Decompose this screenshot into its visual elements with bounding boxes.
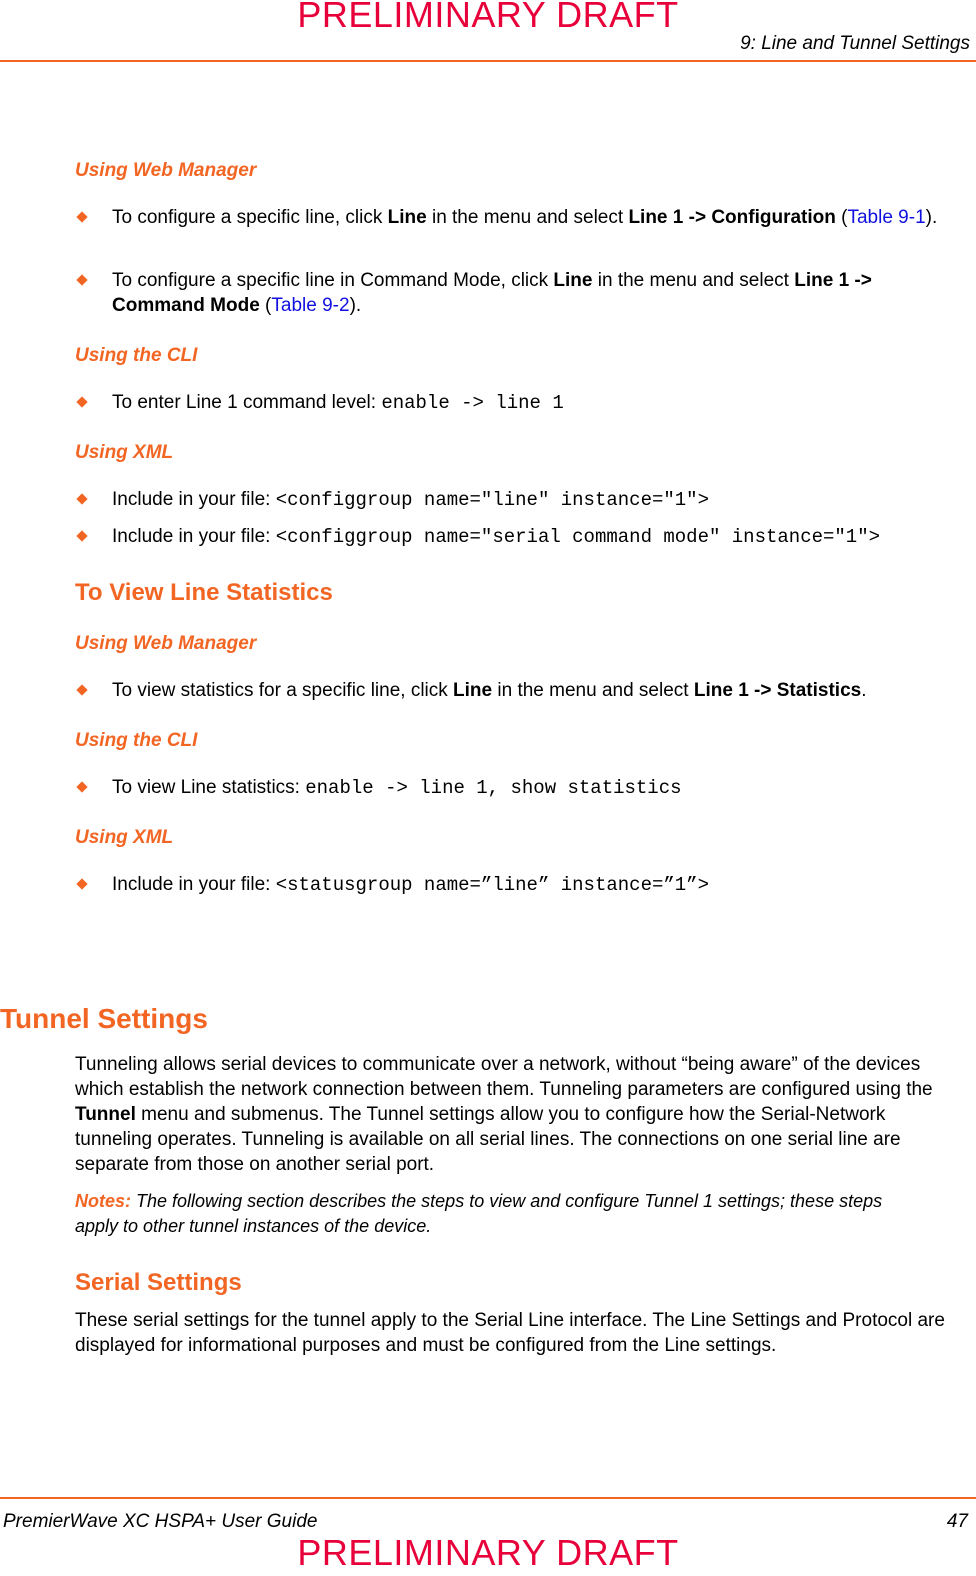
heading-tunnel-settings: Tunnel Settings — [0, 1003, 208, 1034]
bullet-icon — [76, 396, 87, 407]
bullet-view-statistics: To view statistics for a specific line, click Line in the menu and select Line 1 -> Statistics. — [112, 680, 867, 701]
bullet-xml-command-mode: Include in your file: <configgroup name="serial command mode" instance="1"> — [112, 526, 881, 548]
bullet-cli-statistics: To view Line statistics: enable -> line 1, show statistics — [112, 777, 682, 799]
footer-guide-title: PremierWave XC HSPA+ User Guide — [3, 1511, 318, 1532]
heading-view-line-statistics: To View Line Statistics — [75, 579, 333, 606]
tunnel-note: Notes: The following section describes the steps to view and configure Tunnel 1 settings; these steps apply to other tunnel instances of the device. — [75, 1191, 883, 1236]
code-statusgroup: <statusgroup name=”line” instance=”1”> — [275, 874, 709, 896]
heading-xml: Using XML — [75, 442, 174, 463]
bullet-icon — [76, 211, 87, 222]
code-show-statistics: enable -> line 1, show statistics — [305, 777, 682, 799]
heading-web-manager-stats: Using Web Manager — [75, 633, 257, 654]
page-number: 47 — [946, 1511, 968, 1532]
bullet-xml-statusgroup: Include in your file: <statusgroup name=”line” instance=”1”> — [112, 874, 709, 896]
link-table-9-1[interactable]: Table 9-1 — [847, 207, 926, 228]
bullet-icon — [76, 878, 87, 889]
tunnel-paragraph: Tunneling allows serial devices to communicate over a network, without “being aware” of the devices which establish the network connection between them. Tunneling parameters are configured using the Tunnel menu and submenus. The Tunnel settings allow you to configure how the Serial-Network tunneling operates. Tunneling is available on all serial lines. The connections on one serial line are separate from those on another serial port. — [75, 1054, 933, 1175]
heading-serial-settings: Serial Settings — [75, 1269, 242, 1296]
heading-cli-stats: Using the CLI — [75, 730, 198, 751]
link-table-9-2[interactable]: Table 9-2 — [271, 295, 350, 316]
bullet-xml-line: Include in your file: <configgroup name="line" instance="1"> — [112, 489, 709, 511]
heading-cli: Using the CLI — [75, 345, 198, 366]
code-configgroup-line: <configgroup name="line" instance="1"> — [275, 489, 709, 511]
serial-paragraph: These serial settings for the tunnel apply to the Serial Line interface. The Line Settings and Protocol are displayed for informational purposes and must be configured from the Line settings. — [75, 1310, 945, 1356]
bullet-icon — [76, 274, 87, 285]
bullet-configure-command-mode: To configure a specific line in Command Mode, click Line in the menu and select Line 1 -> Command Mode (Table 9-2). — [112, 270, 872, 316]
chapter-header: 9: Line and Tunnel Settings — [740, 33, 970, 54]
bullet-icon — [76, 493, 87, 504]
note-label: Notes: — [75, 1191, 132, 1211]
code-configgroup-command-mode: <configgroup name="serial command mode" instance="1"> — [275, 526, 881, 548]
heading-web-manager: Using Web Manager — [75, 160, 257, 181]
watermark-bottom: PRELIMINARY DRAFT — [297, 1532, 679, 1573]
header-rule — [0, 60, 976, 62]
bullet-icon — [76, 781, 87, 792]
watermark-top: PRELIMINARY DRAFT — [297, 0, 679, 35]
bullet-cli-line-level: To enter Line 1 command level: enable -> line 1 — [112, 392, 564, 414]
footer-rule — [0, 1497, 976, 1499]
bullet-configure-line: To configure a specific line, click Line in the menu and select Line 1 -> Configuration (Table 9-1). — [112, 207, 938, 228]
bullet-icon — [76, 684, 87, 695]
code-enable-line: enable -> line 1 — [381, 392, 564, 414]
heading-xml-stats: Using XML — [75, 827, 174, 848]
bullet-icon — [76, 530, 87, 541]
